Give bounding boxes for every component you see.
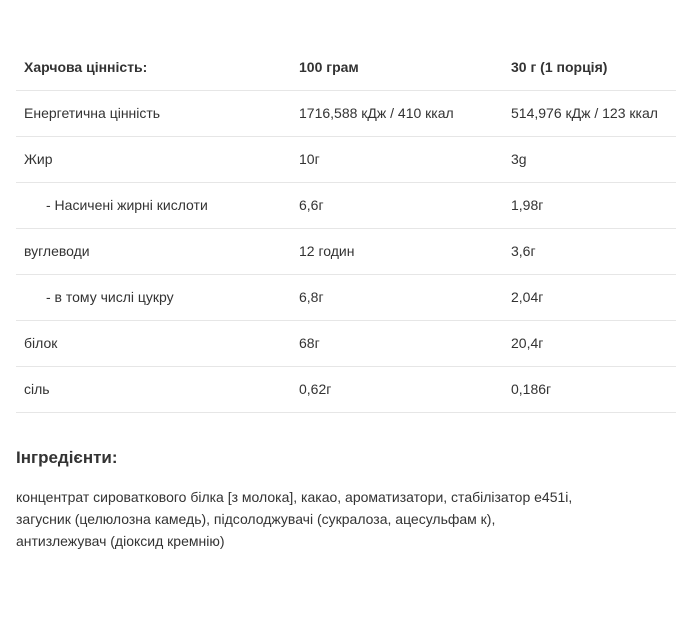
per-portion-value: 20,4г (511, 335, 544, 351)
table-row (16, 228, 676, 274)
ingredients-line: антизлежувач (діоксид кремнію) (16, 533, 225, 549)
table-row (16, 274, 676, 320)
nutrient-name: Жир (24, 151, 53, 167)
table-row (16, 366, 676, 412)
per-portion-value: 1,98г (511, 197, 544, 213)
table-row (16, 90, 676, 136)
ingredients-title: Інгредієнти: (16, 448, 118, 467)
header-per-100g: 100 грам (299, 58, 359, 75)
header-per-portion: 30 г (1 порція) (511, 58, 608, 75)
per-100g-value: 0,62г (299, 381, 332, 397)
per-portion-value: 514,976 кДж / 123 ккал (511, 105, 658, 121)
nutrient-name: - в тому числі цукру (46, 289, 174, 305)
header-nutrient: Харчова цінність: (24, 58, 148, 75)
per-portion-value: 2,04г (511, 289, 544, 305)
per-portion-value: 0,186г (511, 381, 552, 397)
nutrition-table (16, 44, 676, 413)
per-100g-value: 12 годин (299, 243, 355, 259)
ingredients-line: загусник (целюлозна камедь), підсолоджувачі (сукралоза, ацесульфам к), (16, 511, 496, 527)
ingredients-line: концентрат сироваткового білка [з молока], какао, ароматизатори, стабілізатор е451і, (16, 489, 573, 505)
table-row (16, 136, 676, 182)
nutrient-name: білок (24, 335, 58, 351)
per-portion-value: 3g (511, 151, 527, 167)
ingredients-text (16, 486, 676, 552)
nutrient-name: Енергетична цінність (24, 105, 161, 121)
nutrient-name: - Насичені жирні кислоти (46, 197, 208, 213)
per-100g-value: 1716,588 кДж / 410 ккал (299, 105, 454, 121)
per-100g-value: 10г (299, 151, 320, 167)
per-100g-value: 6,8г (299, 289, 324, 305)
table-row (16, 320, 676, 366)
table-header-row (16, 44, 676, 90)
per-100g-value: 6,6г (299, 197, 324, 213)
per-100g-value: 68г (299, 335, 320, 351)
table-row (16, 182, 676, 228)
nutrient-name: сіль (24, 381, 50, 397)
nutrient-name: вуглеводи (24, 243, 90, 259)
per-portion-value: 3,6г (511, 243, 536, 259)
